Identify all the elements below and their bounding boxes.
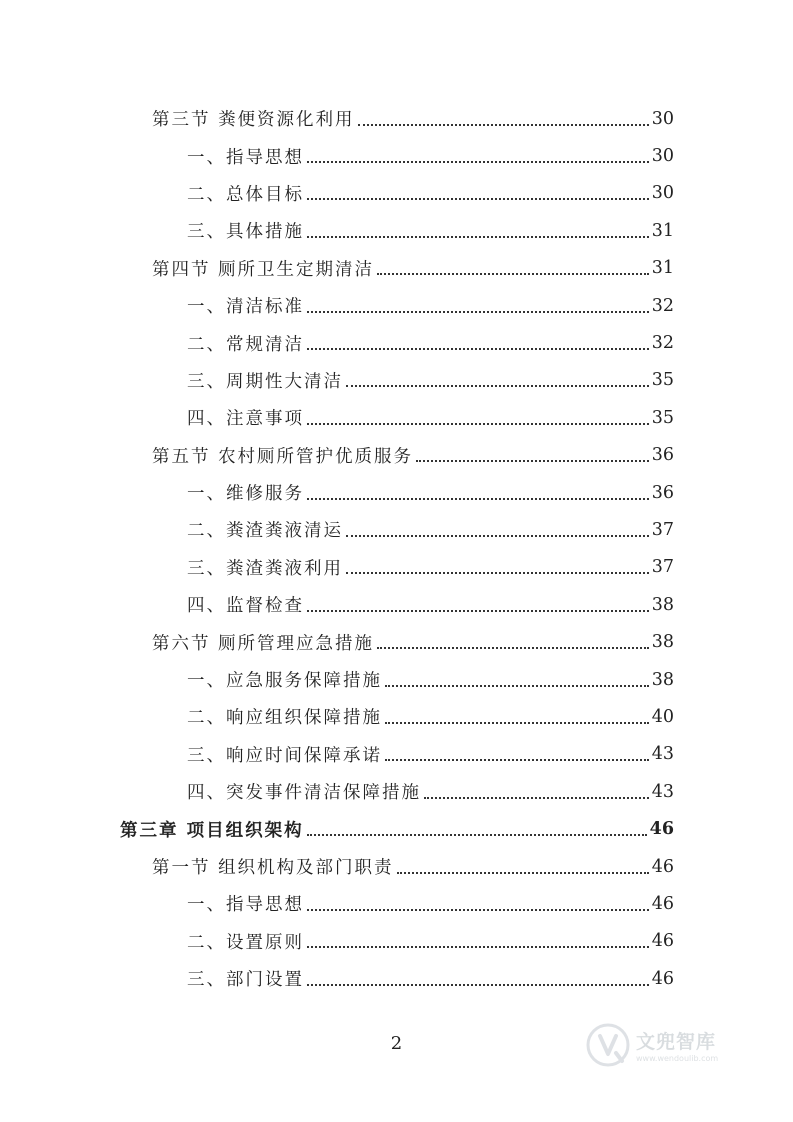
dot-leader — [307, 946, 649, 948]
toc-entry-item[interactable] — [0, 549, 793, 586]
dot-leader — [385, 685, 649, 687]
dot-leader — [424, 797, 649, 799]
toc-entry-item[interactable] — [0, 474, 793, 511]
dot-leader — [397, 872, 649, 874]
toc-entry-title: 二、响应组织保障措施 — [187, 708, 382, 729]
toc-entry-page: 36 — [651, 445, 674, 466]
toc-entry-item[interactable] — [0, 923, 793, 960]
watermark — [586, 1020, 766, 1070]
dot-leader — [307, 348, 649, 350]
toc-entry-section[interactable] — [0, 437, 793, 474]
page-number: 2 — [390, 1033, 403, 1054]
toc-entry-item[interactable] — [0, 661, 793, 698]
dot-leader — [307, 610, 649, 612]
dot-leader — [307, 198, 649, 200]
toc-entry-title: 第一节 组织机构及部门职责 — [152, 858, 394, 878]
dot-leader — [307, 984, 649, 986]
dot-leader — [307, 834, 647, 836]
toc-entry-item[interactable] — [0, 324, 793, 361]
toc-entry-item[interactable] — [0, 362, 793, 399]
toc-entry-page: 38 — [651, 632, 674, 653]
dot-leader — [377, 273, 649, 275]
toc-entry-title: 三、周期性大清洁 — [187, 371, 343, 392]
toc-entry-title: 第三章 项目组织架构 — [120, 820, 304, 841]
toc-entry-title: 一、指导思想 — [187, 147, 304, 168]
toc-entry-page: 38 — [651, 669, 674, 690]
toc-entry-title: 三、响应时间保障承诺 — [187, 745, 382, 766]
toc-entry-item[interactable] — [0, 586, 793, 623]
toc-entry-page: 32 — [651, 295, 674, 316]
dot-leader — [307, 423, 649, 425]
toc-entry-title: 四、监督检查 — [187, 596, 304, 617]
toc-entry-chapter[interactable] — [0, 810, 793, 847]
toc-entry-section[interactable] — [0, 848, 793, 885]
watermark-title: 文兜智库 — [636, 1031, 717, 1053]
dot-leader — [307, 161, 649, 163]
toc-entry-item[interactable] — [0, 736, 793, 773]
dot-leader — [385, 759, 649, 761]
toc-entry-title: 一、维修服务 — [187, 484, 304, 505]
toc-entry-item[interactable] — [0, 399, 793, 436]
toc-entry-page: 30 — [651, 183, 674, 204]
dot-leader — [416, 460, 649, 462]
dot-leader — [307, 909, 649, 911]
toc-entry-page: 43 — [651, 744, 674, 765]
toc-entry-page: 46 — [651, 893, 674, 914]
toc-entry-title: 三、部门设置 — [187, 970, 304, 991]
toc-entry-page: 30 — [651, 108, 674, 129]
toc-entry-title: 三、具体措施 — [187, 222, 304, 243]
toc-entry-page: 31 — [651, 220, 674, 241]
toc-entry-item[interactable] — [0, 698, 793, 735]
dot-leader — [307, 498, 649, 500]
toc-entry-page: 37 — [651, 519, 674, 540]
toc-entry-section[interactable] — [0, 100, 793, 137]
toc-entry-title: 一、应急服务保障措施 — [187, 671, 382, 692]
dot-leader — [307, 311, 649, 313]
toc-entry-title: 第四节 厕所卫生定期清洁 — [152, 259, 375, 280]
toc-entry-item[interactable] — [0, 773, 793, 810]
toc-entry-section[interactable] — [0, 250, 793, 287]
toc-entry-title: 四、注意事项 — [187, 409, 304, 430]
toc-entry-item[interactable] — [0, 511, 793, 548]
toc-entry-page: 35 — [651, 407, 674, 428]
toc-entry-page: 38 — [651, 594, 674, 615]
toc-entry-title: 一、清洁标准 — [187, 297, 304, 318]
toc-entry-item[interactable] — [0, 137, 793, 174]
toc-entry-page: 35 — [651, 370, 674, 391]
toc-entry-page: 46 — [651, 968, 674, 989]
toc-entry-page: 37 — [651, 557, 674, 578]
toc-entry-page: 46 — [651, 931, 674, 952]
toc-entry-page: 43 — [651, 781, 674, 802]
dot-leader — [307, 236, 649, 238]
toc-entry-title: 二、总体目标 — [187, 184, 304, 205]
toc-entry-title: 一、指导思想 — [187, 895, 304, 916]
toc-entry-title: 三、粪渣粪液利用 — [187, 558, 343, 579]
toc-entry-page: 40 — [651, 706, 674, 727]
toc-entry-item[interactable] — [0, 885, 793, 922]
toc-entry-title: 二、设置原则 — [187, 932, 304, 953]
toc-entry-title: 第三节 粪便资源化利用 — [152, 110, 355, 131]
toc-entry-item[interactable] — [0, 175, 793, 212]
dot-leader — [377, 647, 649, 649]
wendou-logo-icon — [586, 1023, 630, 1067]
toc-entry-title: 二、粪渣粪液清运 — [187, 521, 343, 542]
toc-entry-title: 第五节 农村厕所管护优质服务 — [152, 446, 414, 467]
toc-entry-page: 32 — [651, 333, 674, 354]
toc-entry-title: 四、突发事件清洁保障措施 — [187, 783, 421, 804]
toc-entry-item[interactable] — [0, 960, 793, 997]
toc-entry-page: 31 — [651, 258, 674, 279]
table-of-contents — [0, 100, 793, 997]
toc-entry-page: 36 — [651, 482, 674, 503]
toc-entry-page: 46 — [651, 856, 674, 877]
toc-entry-page: 46 — [649, 819, 674, 840]
dot-leader — [358, 124, 649, 126]
toc-entry-item[interactable] — [0, 212, 793, 249]
toc-entry-title: 第六节 厕所管理应急措施 — [152, 633, 375, 654]
toc-entry-title: 二、常规清洁 — [187, 334, 304, 355]
dot-leader — [346, 535, 649, 537]
toc-entry-page: 30 — [651, 146, 674, 167]
toc-entry-section[interactable] — [0, 623, 793, 660]
dot-leader — [346, 385, 649, 387]
dot-leader — [346, 572, 649, 574]
toc-entry-item[interactable] — [0, 287, 793, 324]
watermark-url: www.wendoulib.com — [636, 1054, 719, 1063]
dot-leader — [385, 722, 649, 724]
